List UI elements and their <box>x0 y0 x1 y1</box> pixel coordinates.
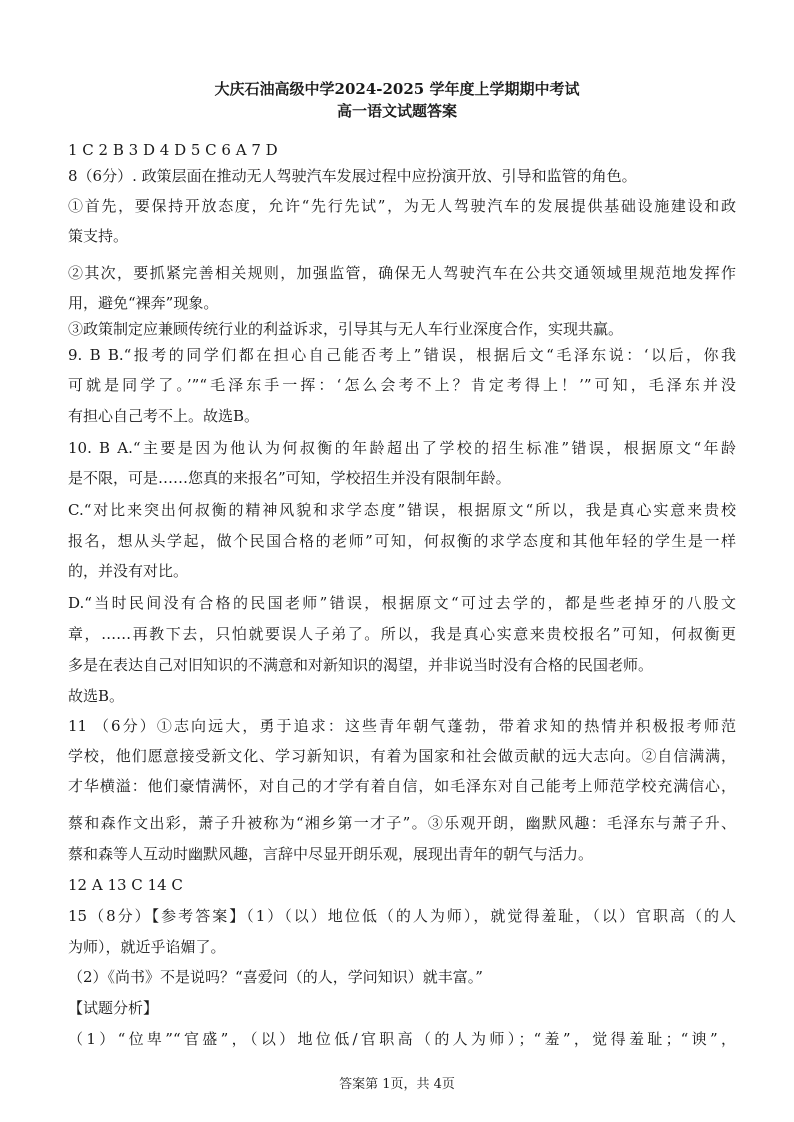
answer-line-8-head: 8（6分）. 政策层面在推动无人驾驶汽车发展过程中应扮演开放、引导和监管的角色。 <box>68 167 637 185</box>
answer-line: 章，……再教下去，只怕就要误人子弟了。所以，我是真心实意来贵校报名”可知，何叔衡更 <box>68 625 736 643</box>
answer-line-11: 11 （6分）①志向远大，勇于追求：这些青年朝气蓬勃，带着求知的热情并积极报考师范 <box>68 717 736 735</box>
answer-line: 有担心自己考不上。故选B。 <box>68 407 260 425</box>
answer-line: 可就是同学了。’”“毛泽东手一挥：‘怎么会考不上？肯定考得上！’”可知，毛泽东并没 <box>68 376 736 394</box>
answer-line: 学校，他们愿意接受新文化、学习新知识，有着为国家和社会做贡献的远大志向。②自信满满， <box>68 747 736 765</box>
answer-line: ①首先，要保持开放态度，允许“先行先试”，为无人驾驶汽车的发展提供基础设施建设和政 <box>68 197 736 215</box>
answer-line-1-7: 1 C 2 B 3 D 4 D 5 C 6 A 7 D <box>68 141 278 159</box>
answer-line: 蔡和森作文出彩，萧子升被称为“湘乡第一才子”。③乐观开朗，幽默风趣：毛泽东与萧子升、 <box>68 814 736 832</box>
answer-line: D.“当时民间没有合格的民国老师”错误，根据原文“可过去学的，都是些老掉牙的八股文 <box>68 594 736 612</box>
answer-line: 报名，想从头学起，做个民国合格的老师”可知，何叔衡的求学态度和其他年轻的学生是一样 <box>68 532 736 550</box>
answer-line: 用，避免“裸奔”现象。 <box>68 294 219 312</box>
answer-line: 为师），就近乎谄媚了。 <box>68 938 226 956</box>
answer-line: （2）《尚书》不是说吗？“喜爱问（的人，学问知识）就丰富。” <box>68 968 483 986</box>
exam-subtitle: 高一语文试题答案 <box>336 102 457 120</box>
answer-line: 多是在表达自己对旧知识的不满意和对新知识的渴望，并非说当时没有合格的民国老师。 <box>68 656 654 674</box>
answer-line: 的，并没有对比。 <box>68 562 189 580</box>
answer-line: ②其次，要抓紧完善相关规则，加强监管，确保无人驾驶汽车在公共交通领域里规范地发挥作 <box>68 264 736 282</box>
answer-line: （1）“位卑”“官盛”，（以）地位低/官职高（的人为师）；“羞”，觉得羞耻；“谀”， <box>68 1030 736 1048</box>
answer-line: 才华横溢：他们豪情满怀，对自己的才学有着自信，如毛泽东对自己能考上师范学校充满信心， <box>68 777 736 795</box>
analysis-heading: 【试题分析】 <box>68 999 159 1017</box>
answer-line: 策支持。 <box>68 227 129 245</box>
answer-line-9: 9. B B.“报考的同学们都在担心自己能否考上”错误，根据后文“毛泽东说：‘以后，你我 <box>68 346 736 364</box>
answer-line-15: 15（8分）【参考答案】（1）（以）地位低（的人为师），就觉得羞耻，（以）官职高（的人 <box>68 907 736 925</box>
answer-line: 是不限，可是……您真的来报名”可知，学校招生并没有限制年龄。 <box>68 469 511 487</box>
answer-line: 蔡和森等人互动时幽默风趣，言辞中尽显开朗乐观，展现出青年的朝气与活力。 <box>68 845 594 863</box>
answer-line: C.“对比来突出何叔衡的精神风貌和求学态度”错误，根据原文“所以，我是真心实意来贵校 <box>68 501 736 519</box>
answer-line: ③政策制定应兼顾传统行业的利益诉求，引导其与无人车行业深度合作，实现共赢。 <box>68 320 624 338</box>
page-footer: 答案第 1页，共 4页 <box>339 1077 455 1092</box>
answer-line: 故选B。 <box>68 687 125 705</box>
answer-line-12-14: 12 A 13 C 14 C <box>68 876 183 894</box>
exam-title: 大庆石油高级中学2024-2025 学年度上学期期中考试 <box>214 80 580 98</box>
answer-line-10: 10. B A.“主要是因为他认为何叔衡的年龄超出了学校的招生标准”错误，根据原文“年龄 <box>68 439 736 457</box>
